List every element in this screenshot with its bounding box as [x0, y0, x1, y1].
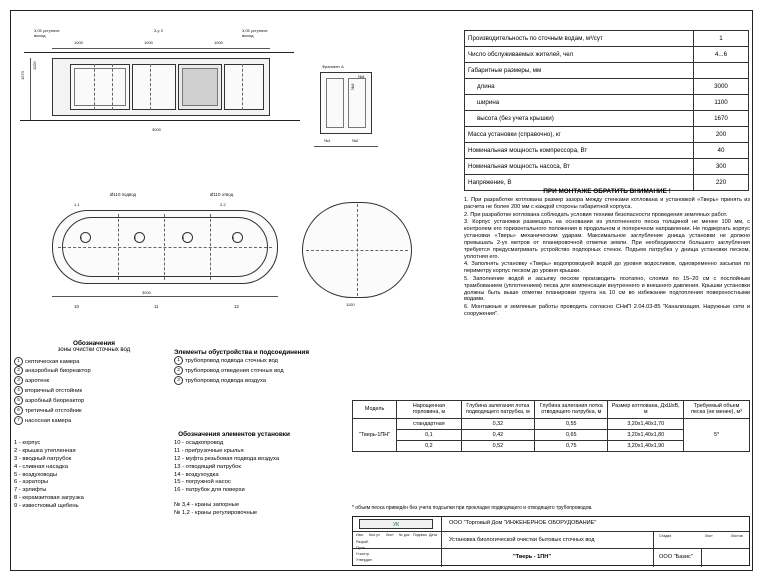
list-item: 15 - погружной насос — [174, 479, 231, 486]
col-header: Глубина залегания лотка отводящего патрубка, м — [535, 401, 608, 419]
conn-number: 1 — [174, 356, 183, 365]
spec-label: Номинальная мощность компрессора, Вт — [465, 143, 694, 159]
table-row — [465, 63, 749, 79]
spec-value: 4...6 — [694, 47, 749, 63]
drawing-name: "Тверь - 1ПН" — [513, 554, 551, 560]
zone-number: 6 — [14, 406, 23, 415]
company-name: ООО "Торговый Дом "ИНЖЕНЕРНОЕ ОБОРУДОВАНИЕ" — [449, 520, 597, 526]
list-item: 4 - сливная насадка — [14, 463, 68, 470]
cell-outlet-depth: 0,75 — [535, 440, 608, 451]
list-item: 11 - приґрузочные крылья — [174, 448, 244, 455]
list-item: 14 - воздухоудка — [174, 471, 219, 478]
list-item: 6 - аэраторы — [14, 479, 49, 486]
stamp-col-header: Изм. — [356, 533, 364, 537]
logo-text: УК — [392, 522, 400, 528]
stamp-row-label: Н.контр. — [356, 552, 370, 556]
list-item — [14, 406, 174, 416]
notes-title: ПРИ МОНТАЖЕ ОБРАТИТЬ ВНИМАНИЕ ! — [543, 188, 671, 195]
installation-notes — [464, 188, 750, 319]
table-row — [465, 79, 749, 95]
spec-label: Габаритные размеры, мм — [465, 63, 694, 79]
cell-growth: 0,2 — [397, 440, 461, 451]
zone-number: 7 — [14, 416, 23, 425]
list-item — [174, 366, 444, 376]
drawing-line — [24, 52, 294, 53]
table-row — [465, 95, 749, 111]
note-item: 4. Заполнять установку «Тверь» водопроводной водой до уровня водосливов, одновременно засыпая по периметру корпус песком до уровня крышки. — [464, 261, 750, 275]
zone-number: 5 — [14, 396, 23, 405]
list-item: 8 - керамзитовая загрузка — [14, 495, 84, 502]
list-item: 3 - вводный патрубок — [14, 456, 72, 463]
spec-value — [694, 63, 749, 79]
spec-value: 200 — [694, 127, 749, 143]
table-row — [353, 418, 750, 429]
col-header: Модель — [353, 401, 397, 419]
list-item-spacer — [174, 495, 444, 502]
technical-drawings: 1670 1100 1000 1000 1000 3000 3,05 уступное выход 3,05 уступное выход 3-у 3 1 2 3 4 3000 1-1 2-2 Фрагмент А №4 №3 №1 №2 1100 Ø110 подвод Ø110 отвод 10 11 12 — [14, 14, 454, 334]
zone-label: септическая камера — [25, 358, 80, 365]
table-row — [465, 111, 749, 127]
spec-label: Производительность по сточным водам, м³/сут — [465, 31, 694, 47]
zone-number: 1 — [14, 357, 23, 366]
stamp-col-header: Подпись — [413, 533, 428, 537]
conn-label: трубопровод отведения сточных вод — [185, 367, 284, 374]
sheets-header: Листов — [731, 534, 743, 538]
stamp-row-label: Пров. — [356, 546, 366, 550]
spec-label: Номинальная мощность насоса, Вт — [465, 159, 694, 175]
spec-value: 1670 — [694, 111, 749, 127]
cell-outlet-depth: 0,55 — [535, 418, 608, 429]
zone-label: анаэробный биореактор — [25, 368, 91, 375]
company-logo — [359, 519, 433, 529]
col-header: Нарощенная горловина, м — [397, 401, 461, 419]
model-table-footnote: * объем песка приведён без учета подсыпки при прокладке подводящего и отводящего трубопроводов. — [352, 505, 593, 511]
cell-outlet-depth: 0,65 — [535, 429, 608, 440]
cell-growth: 0,1 — [397, 429, 461, 440]
table-row — [465, 159, 749, 175]
spec-value: 3000 — [694, 79, 749, 95]
zone-label: аэротенк — [25, 378, 50, 385]
col-header: Глубина залегания лотка подводящего патрубка, м — [461, 401, 535, 419]
cell-sand-volume: 5* — [684, 418, 750, 451]
list-item — [14, 366, 174, 376]
stamp-col-header: Лист — [386, 533, 394, 537]
detail-b — [182, 68, 218, 106]
note-item: 2. При разработке котлована соблюдать условия техники безопасности проведения земляных работ. — [464, 211, 728, 218]
company-stage: ООО "Базис" — [659, 554, 693, 560]
cell-inlet-depth: 0,42 — [461, 429, 535, 440]
stamp-col-header: Дата — [429, 533, 437, 537]
list-item: № 1,2 - краны регулировочные — [174, 509, 258, 516]
spec-value: 220 — [694, 175, 749, 191]
note-item: 1. При разработке котлована размер зазора между стенками котлована и установкой «Тверь» принять из расчета не более 200 мм с каждой стороны габаритной корпуса. — [464, 197, 750, 210]
spec-label: Масса установки (справочно), кг — [465, 127, 694, 143]
spec-label: Напряжение, В — [465, 175, 694, 191]
stamp-row-label: Утвердил — [356, 558, 372, 562]
spec-value: 300 — [694, 159, 749, 175]
chamber-2 — [132, 64, 176, 110]
spec-label: высота (без учета крышки) — [465, 111, 694, 127]
table-header-row — [353, 401, 750, 419]
zone-label: аэробный биореактор — [25, 397, 85, 404]
spec-label: Число обслуживаемых жителей, чел — [465, 47, 694, 63]
specification-table — [464, 30, 749, 191]
list-item: 10 - осадкопровод — [174, 440, 224, 447]
spec-value: 1 — [694, 31, 749, 47]
cell-pit-size: 3,20х1,40х1,70 — [608, 418, 684, 429]
zone-label: третичный отстойник — [25, 407, 82, 414]
table-row — [465, 31, 749, 47]
note-item: 5. Заполнение водой и засыпку песком производить поэтапно, слоями по 15–20 см с послойным трамбованием (уплотнением) песка для компенсации внутреннего и внешнего давления. Крышки установки должны быть выше отметки планировки грунта на 10 см во избежание подтопления поверхностными водами. — [464, 275, 750, 303]
conn-number: 3 — [174, 376, 183, 385]
zone-number: 4 — [14, 386, 23, 395]
list-item: 13 - отводящий патрубок — [174, 463, 241, 470]
stamp-row-label: Разраб. — [356, 540, 369, 544]
legend-zones-title: Обозначения — [73, 340, 115, 347]
zone-number: 3 — [14, 376, 23, 385]
stamp-col-header: Кол.уч — [369, 533, 380, 537]
list-item: 5 - воздуховоды — [14, 471, 58, 478]
list-item — [14, 376, 174, 386]
list-item — [174, 356, 444, 366]
list-item — [14, 386, 174, 396]
stamp-col-header: № док — [399, 533, 410, 537]
stage-header: Стадия — [659, 534, 672, 538]
chamber-4 — [224, 64, 264, 110]
conn-label: трубопровод подвода воздуха — [185, 377, 267, 384]
conn-label: трубопровод подвода сточных вод — [185, 358, 278, 365]
spec-value: 40 — [694, 143, 749, 159]
model-name: "Тверь-1ПН" — [353, 418, 397, 451]
spec-label: длина — [465, 79, 694, 95]
col-header: Размер котлована, ДхШхВ, м — [608, 401, 684, 419]
list-item: 16 - патрубок для поверхи — [174, 487, 245, 494]
ground-line — [20, 120, 300, 121]
list-item — [174, 376, 444, 386]
list-item: № 3,4 - краны запорные — [174, 502, 240, 509]
col-header: Требуемый объем песка (не менее), м³ — [684, 401, 750, 419]
model-parameters-table — [352, 400, 750, 452]
object-name: Установка биологической очистки бытовых сточных вод — [449, 537, 595, 543]
cell-pit-size: 3,20х1,40х1,90 — [608, 440, 684, 451]
zone-label: вторичный отстойник — [25, 388, 83, 395]
list-item: 1 - корпус — [14, 440, 41, 447]
note-item: 6. Монтажные и земляные работы проводить согласно СНиП 2.04.03-85 "Канализация. Наружные сети и сооружения". — [464, 304, 750, 317]
cell-inlet-depth: 0,52 — [461, 440, 535, 451]
zone-number: 2 — [14, 366, 23, 375]
list-item — [14, 396, 174, 406]
list-item: 2 - крышка утепленная — [14, 448, 76, 455]
list-item — [14, 416, 174, 426]
list-item — [14, 357, 174, 367]
detail-a — [74, 68, 126, 106]
legend-conn-title: Элементы обустройства и подсоединения — [174, 349, 310, 356]
sheet-header: Лист — [705, 534, 713, 538]
cell-growth: стандартная — [397, 418, 461, 429]
note-item: 3. Корпус установки размещать на основании из уплотненного песка толщиной не менее 100 мм, с контролем его горизонтального положения в продольном и поперечном направлении. Не подвергать корпус установки «Тверь» механическим ударам. Максимальное заглубление днища установки не должно превышать 2-ух метров от планировочной отметки земли. При необходимости большего заглубления требуется предусматривать устройство подпорных стенок. Подъем патрубка у днища установки песком, уплотняя его. — [464, 219, 750, 260]
title-block — [352, 516, 750, 566]
table-row — [465, 47, 749, 63]
spec-value: 1100 — [694, 95, 749, 111]
cell-inlet-depth: 0,32 — [461, 418, 535, 429]
conn-number: 2 — [174, 366, 183, 375]
spec-label: ширина — [465, 95, 694, 111]
cell-pit-size: 3,20х1,40х1,80 — [608, 429, 684, 440]
legend-parts-title: Обозначения элементов установки — [178, 431, 290, 439]
table-row — [465, 127, 749, 143]
zone-label: насосная камера — [25, 417, 72, 424]
legend-zones-subtitle: зоны очистки сточных вод — [57, 347, 131, 353]
list-item: 7 - эрлифты — [14, 487, 47, 494]
table-row — [465, 143, 749, 159]
list-item: 9 - известковый щебень — [14, 502, 79, 509]
list-item: 12 - муфта резьбовая подвода воздуха — [174, 456, 280, 463]
